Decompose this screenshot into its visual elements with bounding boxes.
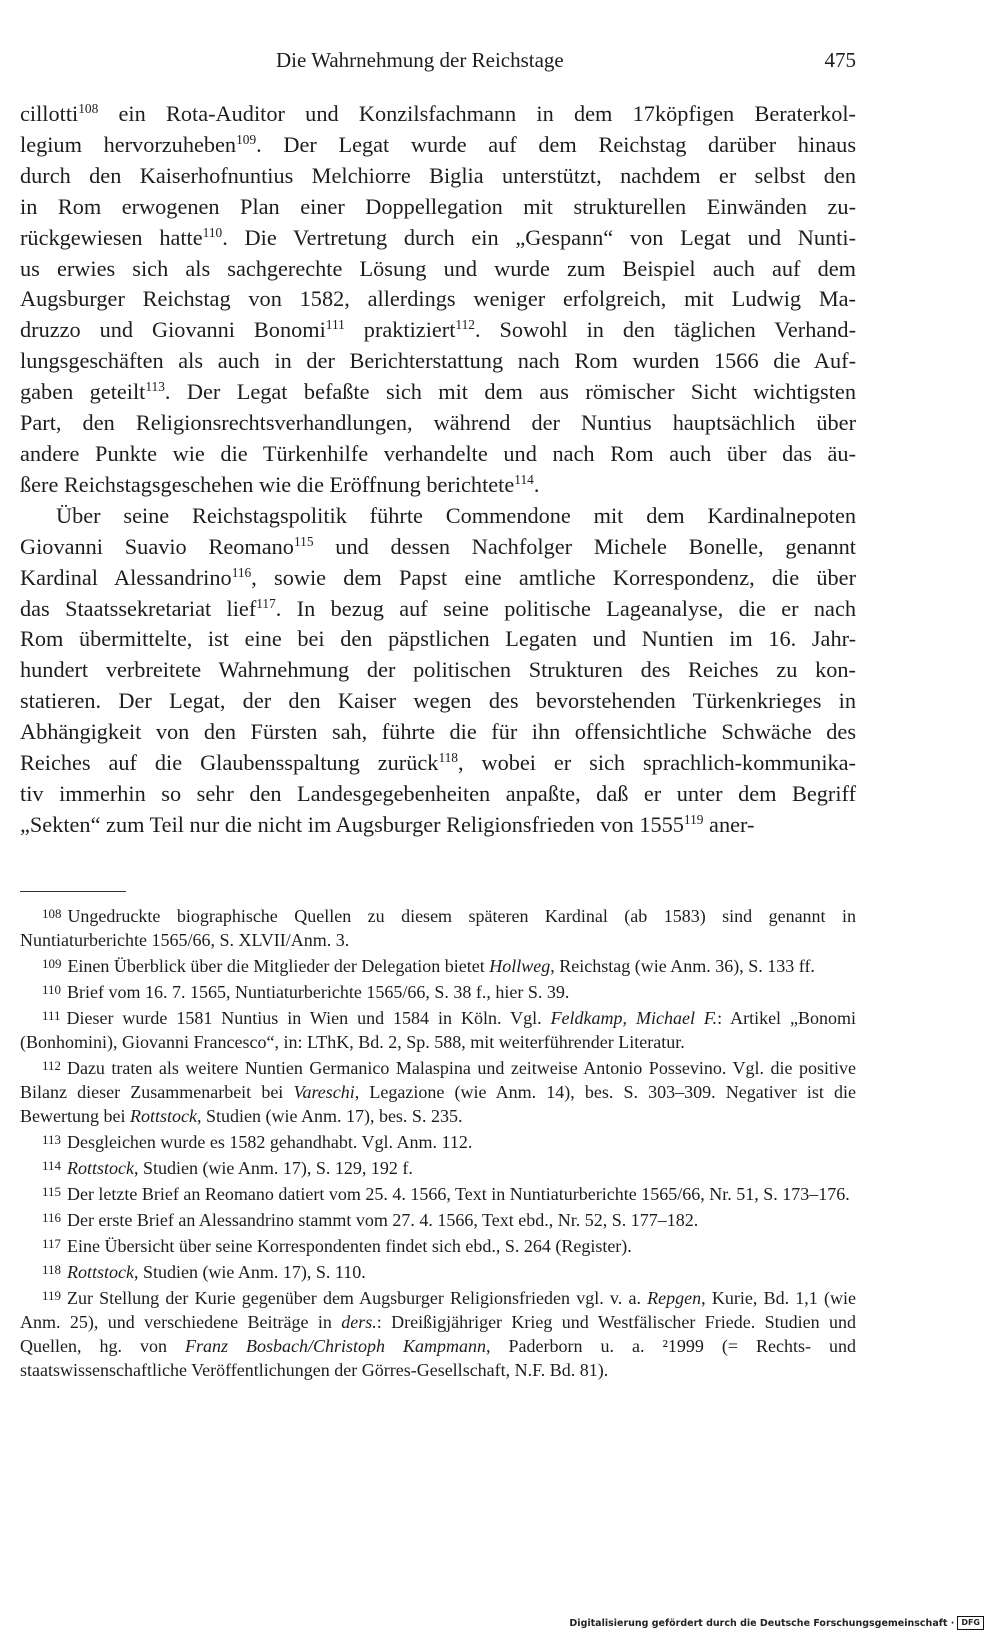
text-segment: ein Rota-Auditor und Konzilsfachmann in dem 17köpfigen Beraterkol- xyxy=(98,101,856,126)
text-segment: cillotti xyxy=(20,101,79,126)
text-line xyxy=(20,624,856,655)
footnote-italic: Rottstock xyxy=(66,1158,134,1179)
text-segment: statieren. Der Legat, der den Kaiser wegen des bevorstehenden Türkenkrieges in xyxy=(20,688,856,714)
footnote-number: 110 xyxy=(42,982,61,998)
footnote-ref: 110 xyxy=(202,224,223,240)
footnote-text: Zur Stellung der Kurie gegenüber dem Augsburger Religionsfrieden vgl. v. a. xyxy=(66,1287,648,1308)
text-segment: ßere Reichstagsgeschehen wie die Eröffnung berichtete xyxy=(20,471,515,497)
text-segment: legium hervorzuheben xyxy=(20,131,237,157)
text-segment: Giovanni Suavio Reomano xyxy=(20,533,294,559)
text-segment: . Die Vertretung durch ein „Gespann“ von Legat und Nunti- xyxy=(222,224,856,250)
footnote xyxy=(20,902,856,952)
footnote-text: , Legazione (wie Anm. 14), bes. S. 303–309. Negativer ist die Bewertung bei xyxy=(20,1082,856,1127)
footnote-italic: ders. xyxy=(341,1312,377,1332)
footnote xyxy=(20,952,856,978)
footnote-text: Dieser wurde 1581 Nuntius in Wien und 1584 in Köln. Vgl. xyxy=(66,1007,551,1028)
text-line xyxy=(20,315,856,346)
footnote-text: Der erste Brief an Alessandrino stammt vom 27. 4. 1566, Text ebd., Nr. 52, S. 177–182. xyxy=(66,1210,699,1230)
text-segment: in Rom erwogenen Plan einer Doppellegation mit strukturellen Einwänden zu- xyxy=(20,193,856,219)
footnote-number: 114 xyxy=(42,1158,61,1174)
footnote-number: 113 xyxy=(42,1132,61,1148)
text-line xyxy=(20,748,856,779)
text-segment: . Sowohl in den täglichen Verhand- xyxy=(474,317,856,343)
footnote-ref: 114 xyxy=(514,471,534,487)
footnote-number: 112 xyxy=(42,1058,61,1074)
text-segment: Part, den Religionsrechtsverhandlungen, während der Nuntius hauptsächlich über xyxy=(20,410,856,436)
running-title: Die Wahrnehmung der Reichstage xyxy=(276,48,564,72)
text-line xyxy=(20,439,856,470)
main-text xyxy=(20,99,856,841)
text-segment: . Der Legat wurde auf dem Reichstag darüber hinaus xyxy=(256,131,856,157)
text-segment: „Sekten“ zum Teil nur die nicht im Augsburger Religionsfrieden von 1555 xyxy=(20,811,684,837)
footnote xyxy=(20,1206,856,1232)
text-line xyxy=(20,810,856,841)
footnote-italic: Franz Bosbach/Christoph Kampmann xyxy=(184,1336,486,1357)
text-segment: tiv immerhin so sehr den Landesgegebenheiten anpaßte, daß er unter dem Begriff xyxy=(20,780,856,806)
text-segment: praktiziert xyxy=(344,317,456,343)
text-line xyxy=(20,501,856,532)
footnote xyxy=(20,978,856,1004)
footnote-ref: 115 xyxy=(293,533,314,549)
text-segment: us erwies sich als sachgerechte Lösung und wurde zum Beispiel auch auf dem xyxy=(20,255,856,281)
text-line xyxy=(20,161,856,192)
footnote-text: Brief vom 16. 7. 1565, Nuntiaturberichte 1565/66, S. 38 f., hier S. 39. xyxy=(66,981,570,1002)
footnote-text: , Paderborn u. a. ²1999 (= Rechts- und staatswissenschaftliche Veröffentlichungen der Görres-Gesellschaft, N.F. Bd. 81). xyxy=(20,1336,856,1381)
footnote-ref: 117 xyxy=(256,595,276,611)
footnote xyxy=(20,1258,856,1284)
text-line xyxy=(20,223,856,254)
text-line xyxy=(20,717,856,748)
text-line xyxy=(20,99,856,130)
footnote-ref: 111 xyxy=(325,317,345,333)
text-segment: . In bezug auf seine politische Lageanalyse, die er nach xyxy=(275,595,856,621)
text-segment: Augsburger Reichstag von 1582, allerdings weniger erfolgreich, mit Ludwig Ma- xyxy=(20,286,856,312)
footnote-text: : Dreißigjähriger Krieg und Westfälischer Friede. Studien und Quellen, hg. von xyxy=(20,1312,856,1357)
text-segment: Abhängigkeit von den Fürsten sah, führte die für ihn offensichtliche Schwäche des xyxy=(20,719,856,745)
text-segment: Über seine Reichstagspolitik führte Commendone mit dem Kardinalnepoten xyxy=(56,502,856,528)
footnote-text: Einen Überblick über die Mitglieder der Delegation bietet xyxy=(67,955,490,976)
footnote xyxy=(20,1232,856,1258)
text-line xyxy=(20,408,856,439)
text-segment: das Staatssekretariat lief xyxy=(20,595,257,621)
footnote-italic: Repgen xyxy=(647,1287,702,1308)
footnote xyxy=(20,1054,856,1128)
footnote-number: 116 xyxy=(42,1210,61,1226)
text-line xyxy=(20,284,856,315)
footnote-italic: Hollweg xyxy=(489,955,551,976)
text-segment: Reiches auf die Glaubensspaltung zurück xyxy=(20,750,439,776)
footnote-number: 109 xyxy=(42,956,62,972)
text-segment: druzzo und Giovanni Bonomi xyxy=(20,317,326,343)
footnote xyxy=(20,1004,856,1054)
footnote-text: Eine Übersicht über seine Korrespondenten findet sich ebd., S. 264 (Register). xyxy=(66,1235,632,1256)
text-line xyxy=(20,532,856,563)
footnote-ref: 116 xyxy=(231,564,252,580)
footnote-text: Ungedruckte biographische Quellen zu diesem späteren Kardinal (ab 1583) sind genannt in Nuntiaturberichte 1565/66, S. XLVII/Anm. 3. xyxy=(20,905,856,950)
text-line xyxy=(20,563,856,594)
footnote-text: : Artikel „Bonomi (Bonhomini), Giovanni Francesco“, in: LThK, Bd. 2, Sp. 588, mit weiterführender Literatur. xyxy=(20,1007,857,1052)
footnote-number: 117 xyxy=(42,1236,61,1252)
text-segment: , wobei er sich sprachlich-kommunika- xyxy=(457,750,856,776)
digitization-footer xyxy=(569,1616,984,1630)
text-segment: Rom übermittelte, ist eine bei den päpstlichen Legaten und Nuntien im 16. Jahr- xyxy=(20,626,856,652)
footnote-text: , Studien (wie Anm. 17), S. 129, 192 f. xyxy=(133,1158,413,1179)
footnote-number: 118 xyxy=(42,1262,61,1278)
footnote-ref: 119 xyxy=(683,811,704,827)
text-segment: rückgewiesen hatte xyxy=(20,224,203,250)
footnote-italic: Rottstock xyxy=(66,1261,134,1282)
footnote-text: Der letzte Brief an Reomano datiert vom 25. 4. 1566, Text in Nuntiaturberichte 1565/66, Nr. 51, S. 173–176. xyxy=(66,1184,850,1205)
footnote-text: Dazu traten als weitere Nuntien Germanico Malaspina und zeitweise Antonio Possevino. Vgl. die positive Bilanz dieser Zusammenarbeit bei xyxy=(20,1057,856,1103)
footer-text: Digitalisierung gefördert durch die Deutsche Forschungsgemeinschaft · xyxy=(569,1617,955,1629)
text-segment: Kardinal Alessandrino xyxy=(20,564,232,590)
text-segment: hundert verbreitete Wahrnehmung der politischen Strukturen des Reiches zu kon- xyxy=(20,657,856,683)
footnote-text: Desgleichen wurde es 1582 gehandhabt. Vgl. Anm. 112. xyxy=(66,1132,473,1153)
text-line xyxy=(20,655,856,686)
text-line xyxy=(20,594,856,625)
footnote-separator xyxy=(20,891,126,892)
footnote-text: , Studien (wie Anm. 17), bes. S. 235. xyxy=(196,1106,463,1127)
text-line xyxy=(20,779,856,810)
footnote xyxy=(20,1180,856,1206)
text-segment: lungsgeschäften als auch in der Berichterstattung nach Rom wurden 1566 die Auf- xyxy=(20,348,856,374)
footnote-text: , Reichstag (wie Anm. 36), S. 133 ff. xyxy=(550,955,815,976)
footnote-number: 111 xyxy=(42,1008,61,1023)
footnotes xyxy=(20,902,856,1382)
text-line xyxy=(20,346,856,377)
text-segment: . xyxy=(533,471,540,497)
text-segment: durch den Kaiserhofnuntius Melchiorre Biglia unterstützt, nachdem er selbst den xyxy=(20,162,856,188)
text-line xyxy=(20,686,856,717)
text-line xyxy=(20,377,856,408)
running-header xyxy=(20,48,856,82)
text-segment: gaben geteilt xyxy=(20,379,146,405)
text-segment: andere Punkte wie die Türkenhilfe verhandelte und nach Rom auch über das äu- xyxy=(20,440,856,466)
text-segment: , sowie dem Papst eine amtliche Korrespondenz, die über xyxy=(251,564,857,590)
footnote xyxy=(20,1284,856,1382)
text-line xyxy=(20,130,856,161)
footnote-ref: 112 xyxy=(455,317,475,333)
dfg-logo: DFG xyxy=(957,1616,984,1630)
text-line xyxy=(20,470,856,501)
footnote-italic: Rottstock xyxy=(129,1106,197,1127)
footnote xyxy=(20,1154,856,1180)
text-segment: und dessen Nachfolger Michele Bonelle, genannt xyxy=(313,533,856,559)
text-segment: . Der Legat befaßte sich mit dem aus römischer Sicht wichtigsten xyxy=(164,379,856,405)
page-number: 475 xyxy=(824,48,856,72)
footnote-text: , Studien (wie Anm. 17), S. 110. xyxy=(133,1261,366,1282)
footnote-text: , Kurie, Bd. 1,1 (wie Anm. 25), und verschiedene Beiträge in xyxy=(20,1287,856,1332)
footnote-ref: 108 xyxy=(78,100,99,116)
footnote xyxy=(20,1128,856,1154)
footnote-italic: Feldkamp, Michael F. xyxy=(550,1007,718,1028)
footnote-ref: 118 xyxy=(438,750,458,766)
footnote-number: 108 xyxy=(42,906,62,921)
footnote-number: 119 xyxy=(42,1288,61,1304)
footnote-number: 115 xyxy=(42,1184,61,1200)
text-segment: aner- xyxy=(703,811,755,837)
footnote-ref: 113 xyxy=(145,379,165,395)
footnote-italic: Vareschi xyxy=(293,1082,355,1103)
text-line xyxy=(20,192,856,223)
text-line xyxy=(20,254,856,285)
footnote-ref: 109 xyxy=(236,131,257,147)
